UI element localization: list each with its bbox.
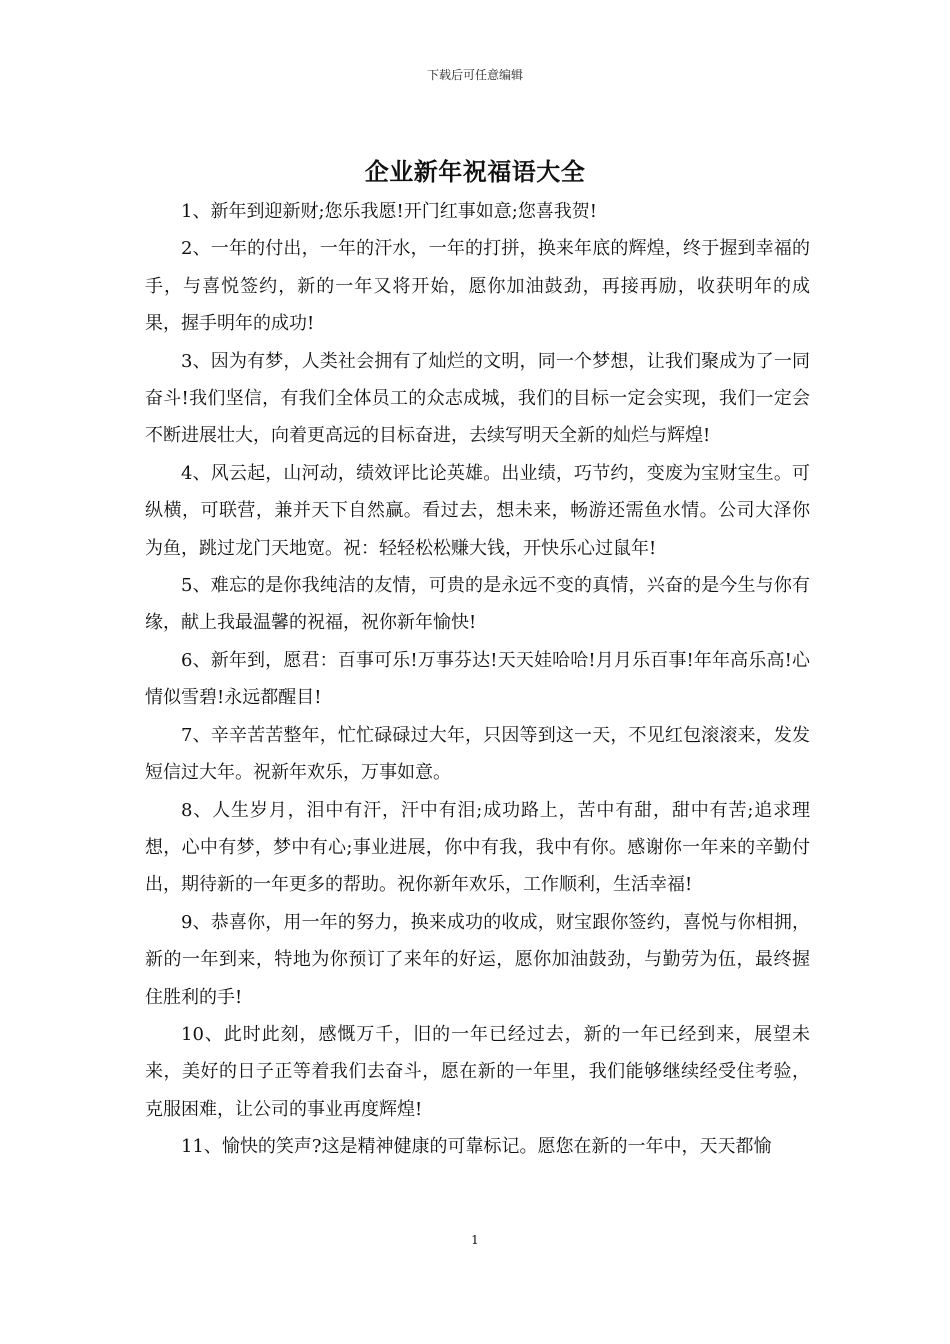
paragraph-11: 11、愉快的笑声?这是精神健康的可靠标记。愿您在新的一年中，天天都愉 xyxy=(181,1136,772,1158)
page-header: 下载后可任意编辑 xyxy=(426,68,523,82)
paragraph-7: 7、辛辛苦苦整年，忙忙碌碌过大年，只因等到这一天，不见红包滚滚来，发发短信过大年。祝新年欢乐，万事如意。 xyxy=(145,724,810,784)
paragraph-3: 3、因为有梦，人类社会拥有了灿烂的文明，同一个梦想，让我们聚成为了一同奋斗!我们坚信，有我们全体员工的众志成城，我们的目标一定会实现，我们一定会不断进展壮大，向着更高远的目标奋进，去续写明天全新的灿烂与辉煌! xyxy=(145,350,810,447)
paragraph-1: 1、新年到迎新财;您乐我愿!开门红事如意;您喜我贺! xyxy=(181,201,598,222)
paragraph-8: 8、人生岁月，泪中有汗，汗中有泪;成功路上，苦中有甜，甜中有苦;追求理想，心中有梦，梦中有心;事业进展，你中有我，我中有你。感谢你一年来的辛勤付出，期待新的一年更多的帮助。祝你新年欢乐，工作顺利，生活幸福! xyxy=(145,799,810,896)
paragraph-2: 2、一年的付出，一年的汗水，一年的打拼，换来年底的辉煌，终于握到幸福的手，与喜悦签约，新的一年又将开始，愿你加油鼓劲，再接再励，收获明年的成果，握手明年的成功! xyxy=(145,238,810,335)
page-number: 1 xyxy=(471,1233,479,1247)
document-title: 企业新年祝福语大全 xyxy=(364,157,586,186)
paragraph-5: 5、难忘的是你我纯洁的友情，可贵的是永远不变的真情，兴奋的是今生与你有缘，献上我最温馨的祝福，祝你新年愉快! xyxy=(145,575,810,634)
paragraph-9: 9、恭喜你，用一年的努力，换来成功的收成，财宝跟你签约，喜悦与你相拥，新的一年到来，特地为你预订了来年的好运，愿你加油鼓劲，与勤劳为伍，最终握住胜利的手! xyxy=(145,911,810,1008)
paragraph-10: 10、此时此刻，感慨万千，旧的一年已经过去，新的一年已经到来，展望未来，美好的日子正等着我们去奋斗，愿在新的一年里，我们能够继续经受住考验，克服困难，让公司的事业再度辉煌! xyxy=(145,1023,810,1120)
document-body xyxy=(145,193,810,1166)
paragraph-4: 4、风云起，山河动，绩效评比论英雄。出业绩，巧节约，变废为宝财宝生。可纵横，可联营，兼并天下自然赢。看过去，想未来，畅游还需鱼水情。公司大泽你为鱼，跳过龙门天地宽。祝：轻轻松松赚大钱，开快乐心过鼠年! xyxy=(145,462,810,559)
paragraph-6: 6、新年到，愿君：百事可乐!万事芬达!天天娃哈哈!月月乐百事!年年高乐高!心情似雪碧!永远都醒目! xyxy=(145,649,810,709)
